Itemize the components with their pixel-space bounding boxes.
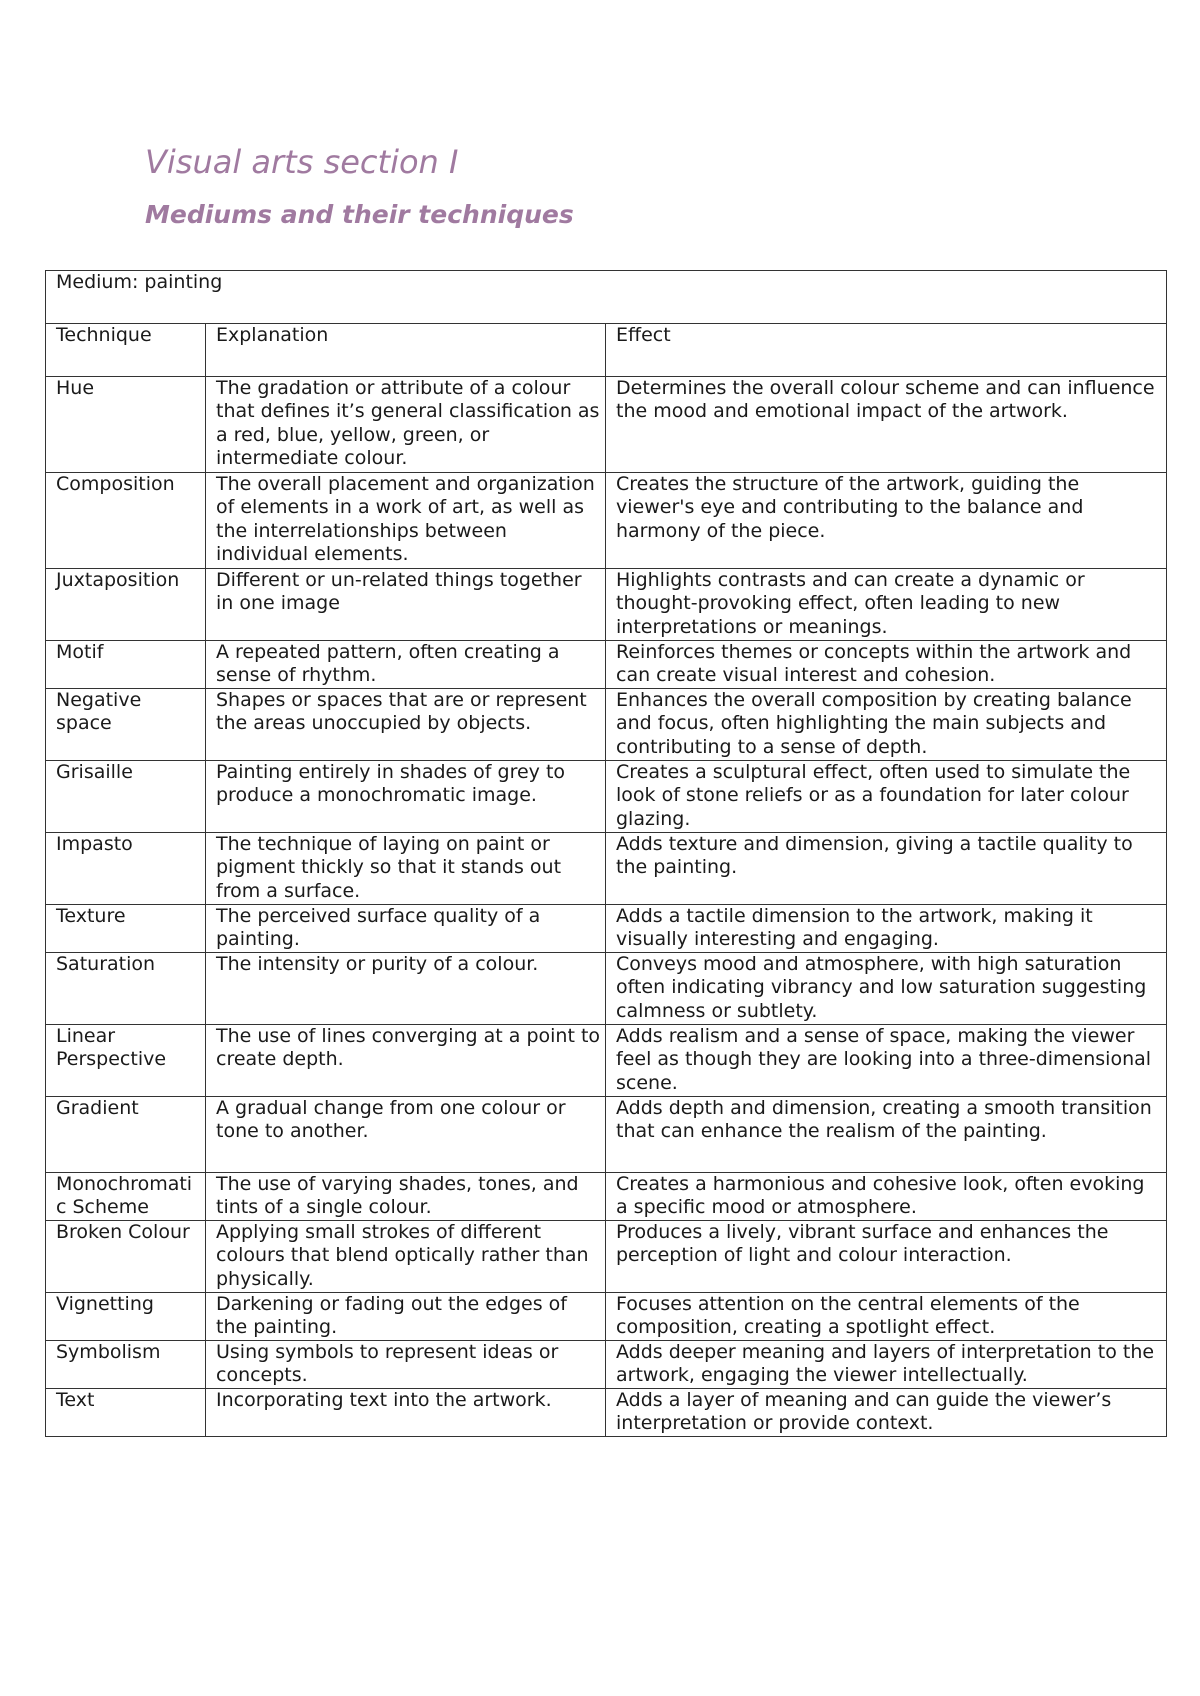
table-row [46,1389,1167,1437]
table-row [46,953,1167,1025]
techniques-table [45,270,1167,1437]
table-row [46,1293,1167,1341]
explanation-cell: The overall placement and organization of elements in a work of art, as well as the interrelationships between individual elements. [206,473,606,569]
table-row [46,1341,1167,1389]
effect-cell: Adds a layer of meaning and can guide the viewer’s interpretation or provide context. [606,1389,1167,1437]
explanation-cell: Shapes or spaces that are or represent the areas unoccupied by objects. [206,689,606,761]
technique-cell: Symbolism [46,1341,206,1389]
technique-cell: Vignetting [46,1293,206,1341]
explanation-cell: The gradation or attribute of a colour that defines it’s general classification as a red, blue, yellow, green, or intermediate colour. [206,377,606,473]
technique-cell: Grisaille [46,761,206,833]
explanation-cell: Darkening or fading out the edges of the painting. [206,1293,606,1341]
effect-cell: Produces a lively, vibrant surface and enhances the perception of light and colour interaction. [606,1221,1167,1293]
effect-cell: Determines the overall colour scheme and can influence the mood and emotional impact of the artwork. [606,377,1167,473]
table-row [46,1025,1167,1097]
effect-cell: Focuses attention on the central elements of the composition, creating a spotlight effect. [606,1293,1167,1341]
technique-cell: Negative space [46,689,206,761]
effect-cell: Adds texture and dimension, giving a tactile quality to the painting. [606,833,1167,905]
explanation-cell: Different or un-related things together in one image [206,569,606,641]
technique-cell: Linear Perspective [46,1025,206,1097]
technique-cell: Composition [46,473,206,569]
explanation-cell: The use of lines converging at a point to create depth. [206,1025,606,1097]
table-row [46,377,1167,473]
header-technique: Technique [46,324,206,377]
table-row [46,569,1167,641]
table-row [46,473,1167,569]
effect-cell: Conveys mood and atmosphere, with high saturation often indicating vibrancy and low saturation suggesting calmness or subtlety. [606,953,1167,1025]
table-row [46,1173,1167,1221]
technique-cell: Gradient [46,1097,206,1173]
effect-cell: Highlights contrasts and can create a dynamic or thought-provoking effect, often leading to new interpretations or meanings. [606,569,1167,641]
page-subtitle: Mediums and their techniques [145,200,574,229]
explanation-cell: A gradual change from one colour or tone to another. [206,1097,606,1173]
effect-cell: Adds depth and dimension, creating a smooth transition that can enhance the realism of the painting. [606,1097,1167,1173]
header-explanation: Explanation [206,324,606,377]
effect-cell: Creates a sculptural effect, often used to simulate the look of stone reliefs or as a foundation for later colour glazing. [606,761,1167,833]
effect-cell: Adds a tactile dimension to the artwork, making it visually interesting and engaging. [606,905,1167,953]
effect-cell: Creates a harmonious and cohesive look, often evoking a specific mood or atmosphere. [606,1173,1167,1221]
header-row [46,324,1167,377]
table-row [46,1221,1167,1293]
explanation-cell: Applying small strokes of different colours that blend optically rather than physically. [206,1221,606,1293]
technique-cell: Monochromatic Scheme [46,1173,206,1221]
technique-cell: Juxtaposition [46,569,206,641]
table-row [46,641,1167,689]
header-effect: Effect [606,324,1167,377]
technique-cell: Impasto [46,833,206,905]
explanation-cell: The technique of laying on paint or pigment thickly so that it stands out from a surface. [206,833,606,905]
technique-cell: Saturation [46,953,206,1025]
explanation-cell: Incorporating text into the artwork. [206,1389,606,1437]
explanation-cell: A repeated pattern, often creating a sense of rhythm. [206,641,606,689]
effect-cell: Adds realism and a sense of space, making the viewer feel as though they are looking into a three-dimensional scene. [606,1025,1167,1097]
table-row [46,761,1167,833]
table-row [46,905,1167,953]
technique-cell: Hue [46,377,206,473]
explanation-cell: The intensity or purity of a colour. [206,953,606,1025]
effect-cell: Creates the structure of the artwork, guiding the viewer's eye and contributing to the balance and harmony of the piece. [606,473,1167,569]
table-row [46,833,1167,905]
technique-cell: Motif [46,641,206,689]
explanation-cell: Using symbols to represent ideas or concepts. [206,1341,606,1389]
explanation-cell: Painting entirely in shades of grey to produce a monochromatic image. [206,761,606,833]
table-row [46,689,1167,761]
explanation-cell: The use of varying shades, tones, and tints of a single colour. [206,1173,606,1221]
effect-cell: Enhances the overall composition by creating balance and focus, often highlighting the main subjects and contributing to a sense of depth. [606,689,1167,761]
medium-row [46,271,1167,324]
technique-cell: Texture [46,905,206,953]
explanation-cell: The perceived surface quality of a painting. [206,905,606,953]
effect-cell: Adds deeper meaning and layers of interpretation to the artwork, engaging the viewer intellectually. [606,1341,1167,1389]
effect-cell: Reinforces themes or concepts within the artwork and can create visual interest and cohesion. [606,641,1167,689]
table-row [46,1097,1167,1173]
medium-label: Medium: painting [46,271,1167,324]
technique-cell: Broken Colour [46,1221,206,1293]
technique-cell: Text [46,1389,206,1437]
page-title: Visual arts section I [145,143,459,181]
